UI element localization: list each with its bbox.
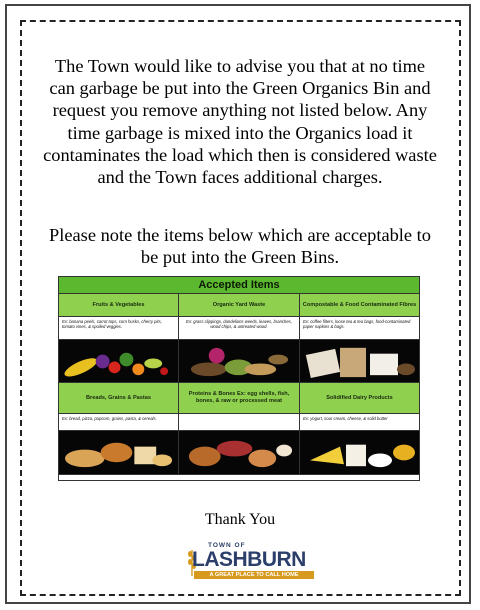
category-label: Solidified Dairy Products bbox=[300, 383, 419, 413]
thank-you-text: Thank You bbox=[204, 511, 276, 528]
logo-town-of: TOWN OF bbox=[208, 542, 246, 549]
examples-text bbox=[179, 414, 299, 430]
category-label: Proteins & Bones Ex: egg shells, fish, bones, & raw or processed meat bbox=[179, 383, 299, 413]
examples-text: Ex: coffee filters, loose tea & tea bags, food-contaminated paper napkins & bags. bbox=[303, 319, 411, 330]
yard-waste-photo bbox=[179, 340, 300, 383]
table-cell bbox=[179, 294, 300, 317]
table-row bbox=[59, 317, 419, 340]
table-cell bbox=[59, 383, 179, 414]
logo-tagline: A GREAT PLACE TO CALL HOME bbox=[194, 571, 314, 579]
table-cell bbox=[179, 383, 300, 414]
dairy-photo bbox=[300, 431, 419, 475]
table-row bbox=[59, 414, 419, 431]
table-cell bbox=[59, 294, 179, 317]
examples-text: Ex: yogurt, sour cream, cheese, & solid butter bbox=[303, 416, 388, 421]
table-row bbox=[59, 383, 419, 414]
fibres-photo bbox=[300, 340, 419, 383]
table-row bbox=[59, 340, 419, 383]
table-title: Accepted Items bbox=[59, 277, 419, 294]
proteins-bones-photo bbox=[179, 431, 300, 475]
category-label: Compostable & Food Contaminated Fibres bbox=[300, 294, 419, 316]
examples-text: Ex: banana peels, carrot tops, corn husks, cherry pits, tomato vines, & spoiled veggies. bbox=[62, 319, 162, 330]
category-label: Organic Yard Waste bbox=[179, 294, 299, 316]
examples-text: Ex: bread, pizza, popcorn, grains, pasta, & cereals. bbox=[62, 416, 157, 421]
notice-paragraph: The Town would like to advise you that at no time can garbage be put into the Green Organics Bin and request you remove anything not listed below. Any time garbage is mixed into the Organics load it contaminates the load which then is considered waste and the Town faces additional charges. bbox=[43, 56, 437, 188]
breads-grains-photo bbox=[59, 431, 179, 475]
notice-paragraph-2: Please note the items below which are acceptable to be put into the Green Bins. bbox=[49, 225, 431, 268]
table-cell bbox=[300, 294, 419, 317]
category-label: Breads, Grains & Pastas bbox=[59, 383, 178, 413]
fruits-vegetables-photo bbox=[59, 340, 179, 383]
table-row bbox=[59, 431, 419, 475]
table-row bbox=[59, 294, 419, 317]
logo-name: LASHBURN bbox=[192, 548, 306, 571]
lashburn-logo bbox=[186, 542, 314, 582]
category-label: Fruits & Vegetables bbox=[59, 294, 178, 316]
examples-text: Ex: grass clippings, dandelions weeds, leaves, branches, wood chips, & untreated wood. bbox=[186, 319, 292, 330]
accepted-items-table bbox=[58, 276, 420, 481]
table-cell bbox=[300, 383, 419, 414]
